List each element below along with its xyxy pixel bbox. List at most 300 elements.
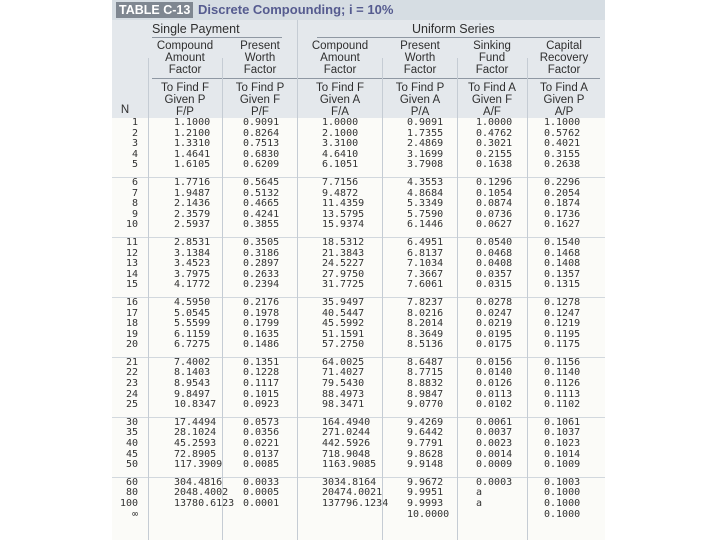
factor-value: 0.1195 [544,328,581,340]
factor-name-line3: Factor [323,64,357,76]
factor-symbol: F/P [176,106,194,118]
factor-value: 0.1102 [544,399,581,411]
period-n: 100 [119,498,138,509]
factor-value: 0.2155 [476,148,513,160]
factor-value: 0.0627 [476,219,513,231]
factor-value: 4.1772 [174,279,211,291]
column-rule [297,20,298,540]
period-n: 24 [125,388,138,400]
factor-value: 0.1000 [544,508,581,520]
factor-value: 0.0874 [476,198,513,210]
row-group [112,478,605,520]
factor-value: 4.3553 [407,176,444,188]
period-n: 21 [125,356,138,368]
factor-value: 0.2176 [243,296,280,308]
factor-value: 0.9091 [243,117,280,128]
factor-value: 0.1175 [544,339,581,351]
factor-value: 0.0061 [476,416,513,428]
factor-value: 0.3021 [476,138,513,150]
period-n: 40 [125,438,138,450]
table-label: TABLE C-13 [116,2,193,18]
factor-value: 0.0736 [476,208,513,220]
factor-value: 0.3155 [544,148,581,160]
table-row [112,238,605,249]
factor-value: 0.1468 [544,247,581,259]
factor-name-line2: Worth [244,52,276,64]
factor-name-line2: Fund [478,52,506,64]
factor-value: 1.7355 [407,127,444,139]
factor-value: 1.1000 [544,117,581,128]
factor-value: 0.1000 [544,498,581,509]
factor-value: 304.4816 [174,476,223,488]
factor-value: 2.1000 [322,127,359,139]
factor-value: 0.1315 [544,279,581,291]
table-row [112,499,605,510]
factor-value: 7.1034 [407,258,444,270]
period-n: 8 [131,198,138,210]
factor-value: 8.9543 [174,378,211,390]
factor-value: 0.0175 [476,339,513,351]
factor-value: 0.0009 [476,459,513,471]
factor-value: 0.1635 [243,328,280,340]
factor-value: 3.7908 [407,159,444,171]
factor-value: 72.8905 [174,448,217,460]
row-group [112,178,605,231]
factor-value: 0.1247 [544,307,581,319]
period-n: 5 [131,159,138,171]
factor-symbol: P/F [251,106,269,118]
factor-value: 0.4021 [544,138,581,150]
factor-value: 9.7791 [407,438,444,450]
factor-value: 0.1037 [544,427,581,439]
factor-value: 40.5447 [322,307,365,319]
factor-value: 0.2296 [544,176,581,188]
period-n: 20 [125,339,138,351]
factor-value: 28.1024 [174,427,217,439]
factor-value: 0.1156 [544,356,581,368]
row-group [112,298,605,351]
factor-value: 9.0770 [407,399,444,411]
period-n: 6 [131,176,138,188]
factor-value: 0.9091 [407,117,444,128]
factor-value: 0.2054 [544,187,581,199]
factor-value: 0.0156 [476,356,513,368]
column-n-label: N [120,104,130,116]
factor-value: 0.1486 [243,339,280,351]
row-group [112,418,605,471]
period-n: 60 [125,476,138,488]
period-n: 16 [125,296,138,308]
factor-name-line2: Amount [165,52,205,64]
factor-value: 9.4872 [322,187,359,199]
factor-value: 5.3349 [407,198,444,210]
factor-value: 0.1126 [544,378,581,390]
factor-value: 15.9374 [322,219,365,231]
factor-value: 4.8684 [407,187,444,199]
factor-value: 1.0000 [476,117,513,128]
factor-value: 3.3100 [322,138,359,150]
table-body [112,118,605,520]
factor-value: 0.4762 [476,127,513,139]
factor-value: 9.4269 [407,416,444,428]
factor-value: 0.1638 [476,159,513,171]
factor-value: 45.5992 [322,318,365,330]
factor-value: 0.1408 [544,258,581,270]
factor-value: 18.5312 [322,236,365,248]
factor-value: 0.1140 [544,367,581,379]
to-find-label: To Find A [468,82,516,94]
factor-value: 9.9672 [407,476,444,488]
factor-value: 0.2633 [243,268,280,280]
factor-value: 13.5795 [322,208,365,220]
period-n: 11 [125,236,138,248]
factor-value: 0.5762 [544,127,581,139]
period-n: 2 [131,127,138,139]
factor-value: 0.0140 [476,367,513,379]
period-n: 25 [125,399,138,411]
factor-value: 0.0005 [243,487,280,499]
factor-name-line1: Compound [156,40,214,52]
row-group [112,358,605,411]
factor-value: 0.0923 [243,399,280,411]
table-row [112,160,605,171]
group-single-payment: Single Payment [152,22,240,36]
column-rule [457,58,458,540]
factor-value: 0.1357 [544,268,581,280]
header-rule [152,78,600,79]
factor-value: 6.1051 [322,159,359,171]
factor-value: 79.5430 [322,378,365,390]
period-n: 50 [125,459,138,471]
factor-value: 0.0003 [476,476,513,488]
period-n: 4 [131,148,138,160]
factor-value: 0.0540 [476,236,513,248]
factor-value: 10.8347 [174,399,217,411]
factor-name-line2: Recovery [539,52,589,64]
period-n: ∞ [131,508,138,520]
factor-value: 1.0000 [322,117,359,128]
factor-value: 2.4869 [407,138,444,150]
factor-value: 0.4241 [243,208,280,220]
factor-name-line1: Capital [546,40,582,52]
factor-symbol: A/F [483,106,501,118]
factor-value: 271.0244 [322,427,371,439]
factor-value: 7.6061 [407,279,444,291]
table-row [112,280,605,291]
factor-name-line3: Factor [475,64,509,76]
factor-value: 0.1009 [544,459,581,471]
factor-value: 8.5136 [407,339,444,351]
given-label: Given F [239,94,281,106]
factor-value: 0.0408 [476,258,513,270]
factor-value: 0.0356 [243,427,280,439]
factor-value: 2.1436 [174,198,211,210]
factor-name-line1: Compound [311,40,369,52]
factor-value: 6.1159 [174,328,211,340]
column-rule [382,58,383,540]
period-n: 45 [125,448,138,460]
factor-name-line1: Sinking [473,40,511,52]
factor-value: 5.7590 [407,208,444,220]
period-n: 15 [125,279,138,291]
group-underline [152,37,282,38]
factor-value: 7.8237 [407,296,444,308]
factor-name-line1: Present [400,40,440,52]
factor-value: 4.5950 [174,296,211,308]
given-label: Given P [164,94,206,106]
factor-value: 9.9951 [407,487,444,499]
factor-value: 1.9487 [174,187,211,199]
period-n: 9 [131,208,138,220]
period-n: 19 [125,328,138,340]
factor-value: 0.3186 [243,247,280,259]
factor-value: 71.4027 [322,367,365,379]
factor-value: 9.9993 [407,498,444,509]
interest-table-page [112,0,605,540]
factor-value: 3.7975 [174,268,211,280]
table-row [112,220,605,231]
group-underline [317,37,600,38]
factor-value: 0.0221 [243,438,280,450]
factor-symbol: A/P [554,106,574,118]
factor-value: 0.1219 [544,318,581,330]
factor-value: 0.1351 [243,356,280,368]
factor-value: 9.8497 [174,388,211,400]
factor-value: 8.0216 [407,307,444,319]
factor-value: 0.1228 [243,367,280,379]
factor-name-line3: Factor [168,64,202,76]
factor-value: 0.1000 [544,487,581,499]
period-n: 17 [125,307,138,319]
column-rule [527,58,528,540]
factor-name-line2: Amount [320,52,360,64]
factor-value: 0.1014 [544,448,581,460]
factor-value: 0.0033 [243,476,280,488]
table-row [112,298,605,309]
factor-value: 1.7716 [174,176,211,188]
table-row [112,178,605,189]
factor-value: 2.8531 [174,236,211,248]
factor-value: 2048.4002 [174,487,229,499]
factor-value: 0.0357 [476,268,513,280]
factor-value: 0.1799 [243,318,280,330]
period-n: 35 [125,427,138,439]
factor-value: a [476,498,483,509]
factor-value: 0.0468 [476,247,513,259]
factor-value: 1.3310 [174,138,211,150]
period-n: 13 [125,258,138,270]
factor-value: 3.1699 [407,148,444,160]
to-find-label: To Find F [161,82,209,94]
factor-value: 0.0219 [476,318,513,330]
factor-value: 4.6410 [322,148,359,160]
factor-name-line3: Factor [243,64,277,76]
period-n: 1 [131,117,138,128]
factor-value: 0.0023 [476,438,513,450]
factor-value: 0.0247 [476,307,513,319]
factor-value: 2.3579 [174,208,211,220]
factor-value: 0.0014 [476,448,513,460]
factor-value: 0.5132 [243,187,280,199]
factor-value: 0.4665 [243,198,280,210]
factor-value: 0.1015 [243,388,280,400]
factor-value: 9.8628 [407,448,444,460]
factor-value: 9.6442 [407,427,444,439]
period-n: 18 [125,318,138,330]
factor-value: 0.6209 [243,159,280,171]
factor-value: 0.0001 [243,498,280,509]
factor-value: 3.4523 [174,258,211,270]
factor-value: 8.2014 [407,318,444,330]
column-rule [222,58,223,540]
period-n: 7 [131,187,138,199]
table-row [112,400,605,411]
given-label: Given P [543,94,585,106]
factor-value: 6.1446 [407,219,444,231]
factor-value: 10.0000 [407,508,450,520]
given-label: Given F [471,94,513,106]
factor-value: 88.4973 [322,388,365,400]
factor-value: 0.0085 [243,459,280,471]
factor-value: 24.5227 [322,258,365,270]
factor-value: 0.2394 [243,279,280,291]
factor-name-line3: Factor [403,64,437,76]
factor-value: 164.4940 [322,416,371,428]
factor-value: 8.1403 [174,367,211,379]
factor-value: a [476,487,483,499]
factor-value: 8.7715 [407,367,444,379]
row-group [112,118,605,171]
factor-name-line2: Worth [404,52,436,64]
factor-value: 13780.6123 [174,498,235,509]
factor-value: 0.0195 [476,328,513,340]
factor-name-line3: Factor [547,64,581,76]
factor-value: 0.1296 [476,176,513,188]
factor-value: 0.1113 [544,388,581,400]
factor-value: 0.1023 [544,438,581,450]
factor-value: 8.8832 [407,378,444,390]
factor-value: 51.1591 [322,328,365,340]
factor-value: 0.0315 [476,279,513,291]
factor-value: 0.1003 [544,476,581,488]
period-n: 12 [125,247,138,259]
factor-value: 0.0137 [243,448,280,460]
factor-value: 0.1117 [243,378,280,390]
factor-value: 0.2897 [243,258,280,270]
factor-value: 0.0573 [243,416,280,428]
factor-value: 6.7275 [174,339,211,351]
factor-value: 1.4641 [174,148,211,160]
factor-value: 7.7156 [322,176,359,188]
table-row [112,510,605,521]
factor-value: 21.3843 [322,247,365,259]
factor-value: 35.9497 [322,296,365,308]
factor-value: 117.3909 [174,459,223,471]
factor-value: 3.1384 [174,247,211,259]
given-label: Given A [319,94,361,106]
factor-value: 0.1627 [544,219,581,231]
factor-value: 98.3471 [322,399,365,411]
factor-value: 3034.8164 [322,476,377,488]
factor-value: 0.5645 [243,176,280,188]
factor-value: 0.1736 [544,208,581,220]
factor-value: 7.4002 [174,356,211,368]
factor-value: 1163.9085 [322,459,377,471]
period-n: 14 [125,268,138,280]
to-find-label: To Find P [235,82,285,94]
factor-value: 0.0113 [476,388,513,400]
factor-value: 45.2593 [174,438,217,450]
factor-value: 31.7725 [322,279,365,291]
factor-value: 9.9148 [407,459,444,471]
factor-value: 0.1061 [544,416,581,428]
factor-value: 0.1874 [544,198,581,210]
factor-value: 2.5937 [174,219,211,231]
factor-value: 0.8264 [243,127,280,139]
period-n: 80 [125,487,138,499]
to-find-label: To Find A [540,82,588,94]
factor-value: 0.3855 [243,219,280,231]
title-bar [112,0,605,20]
factor-value: 1.6105 [174,159,211,171]
table-title: Discrete Compounding; i = 10% [198,2,394,17]
factor-value: 0.0102 [476,399,513,411]
table-row [112,118,605,129]
factor-value: 0.2638 [544,159,581,171]
factor-value: 7.3667 [407,268,444,280]
factor-value: 0.1054 [476,187,513,199]
factor-symbol: P/A [410,106,430,118]
factor-value: 5.5599 [174,318,211,330]
column-header [112,20,605,118]
factor-value: 0.0037 [476,427,513,439]
factor-value: 137796.1234 [322,498,389,509]
factor-value: 64.0025 [322,356,365,368]
factor-value: 0.1978 [243,307,280,319]
factor-value: 57.2750 [322,339,365,351]
factor-value: 27.9750 [322,268,365,280]
period-n: 30 [125,416,138,428]
factor-value: 6.4951 [407,236,444,248]
factor-value: 8.9847 [407,388,444,400]
group-uniform-series: Uniform Series [412,22,495,36]
factor-value: 0.3505 [243,236,280,248]
to-find-label: To Find P [395,82,445,94]
factor-symbol: F/A [331,106,349,118]
factor-name-line1: Present [240,40,280,52]
factor-value: 1.1000 [174,117,211,128]
row-group [112,238,605,291]
factor-value: 0.6830 [243,148,280,160]
period-n: 10 [125,219,138,231]
table-row [112,340,605,351]
factor-value: 0.0278 [476,296,513,308]
period-n: 3 [131,138,138,150]
factor-value: 5.0545 [174,307,211,319]
column-rule [148,58,149,540]
factor-value: 1.2100 [174,127,211,139]
factor-value: 442.5926 [322,438,371,450]
factor-value: 8.3649 [407,328,444,340]
period-n: 23 [125,378,138,390]
table-row [112,460,605,471]
factor-value: 11.4359 [322,198,365,210]
factor-value: 0.0126 [476,378,513,390]
given-label: Given A [399,94,441,106]
factor-value: 17.4494 [174,416,217,428]
factor-value: 718.9048 [322,448,371,460]
factor-value: 0.1540 [544,236,581,248]
